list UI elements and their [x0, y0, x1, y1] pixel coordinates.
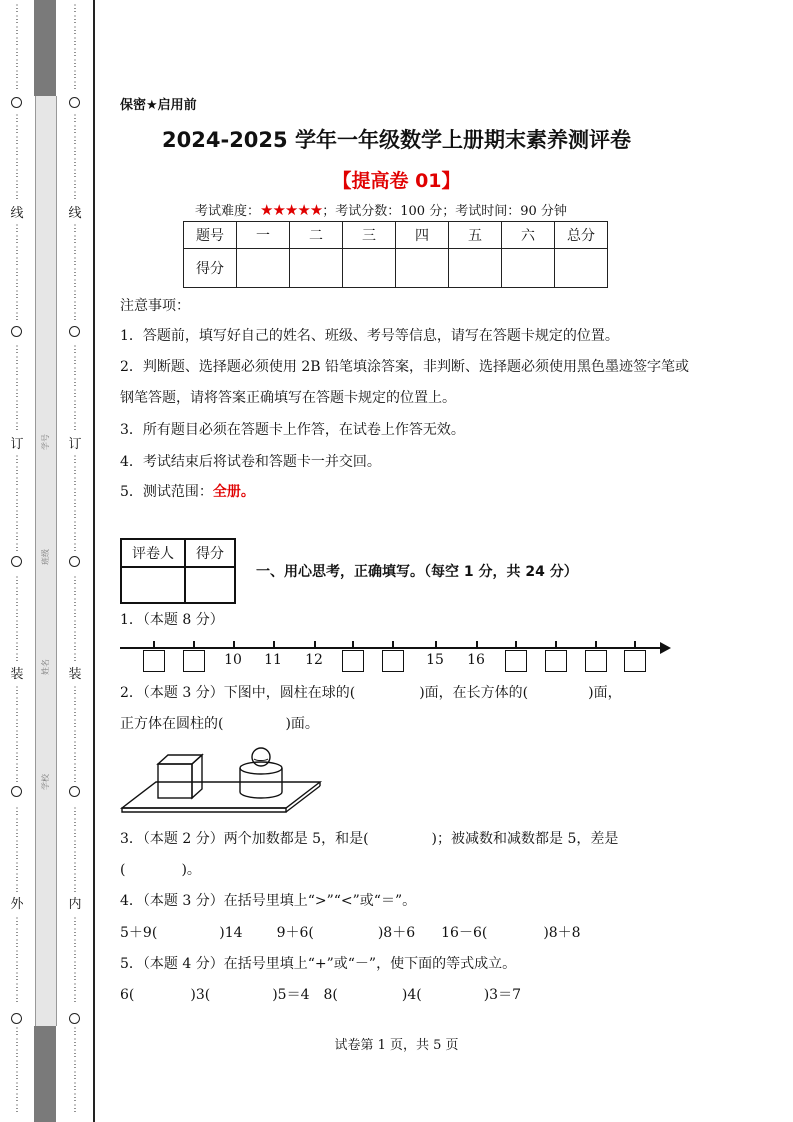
seal-dot: ⋮ — [12, 730, 22, 740]
seal-dot: ⋮ — [12, 1071, 22, 1081]
seal-dot: ⋮ — [70, 653, 80, 663]
difficulty-label: 考试难度： — [195, 204, 261, 219]
seal-dot: ⋮ — [70, 455, 80, 465]
paper-subtitle: 【提高卷 01】 — [332, 170, 461, 192]
page-footer: 试卷第 1 页，共 5 页 — [334, 1038, 459, 1053]
seal-dot: ⋮ — [12, 510, 22, 520]
seal-dot: ⋮ — [70, 279, 80, 289]
score-time-info: ；考试分数：100 分；考试时间：90 分钟 — [322, 204, 567, 219]
seal-dot: ⋮ — [12, 499, 22, 509]
number-line-label: 11 — [264, 652, 282, 668]
seal-dot: ⋮ — [12, 807, 22, 817]
seal-dot: ⋮ — [70, 708, 80, 718]
number-line-tick — [273, 641, 275, 648]
inner-seal-char: 订 — [68, 437, 82, 452]
question-3-line2 — [120, 860, 201, 880]
seal-dot: ⋮ — [12, 829, 22, 839]
seal-dot: ⋮ — [70, 686, 80, 696]
seal-dot: ⋮ — [70, 840, 80, 850]
seal-dot: ⋮ — [12, 763, 22, 773]
seal-dot: ⋮ — [12, 708, 22, 718]
score-cell[interactable] — [555, 249, 608, 288]
seal-dot: ⋮ — [70, 4, 80, 14]
seal-dot: ⋮ — [12, 378, 22, 388]
seal-dot: ⋮ — [70, 807, 80, 817]
seal-dot: ⋮ — [12, 356, 22, 366]
binding-faint-text: 姓名 — [41, 659, 50, 675]
seal-dot: ⋮ — [70, 246, 80, 256]
seal-dot: ⋮ — [70, 257, 80, 267]
cube-side — [192, 755, 202, 798]
note-item: 3．所有题目必须在答题卡上作答，在试卷上作答无效。 — [120, 422, 465, 438]
seal-dot: ⋮ — [12, 477, 22, 487]
seal-dot: ⋮ — [12, 697, 22, 707]
question-2-line2 — [120, 714, 319, 734]
number-line-tick — [595, 641, 597, 648]
question-3-text: 3．（本题 2 分）两个加数都是 5，和是( — [120, 831, 369, 847]
seal-dot: ⋮ — [70, 48, 80, 58]
answer-box[interactable] — [342, 650, 364, 672]
seal-dot: ⋮ — [12, 642, 22, 652]
note-range-value: 全册。 — [212, 484, 255, 500]
seal-dot: ⋮ — [12, 158, 22, 168]
question-2-text: 2．（本题 3 分）下图中，圆柱在球的( — [120, 685, 356, 701]
expression-text: 9＋6( — [276, 925, 314, 941]
board-top — [122, 782, 320, 808]
question-1-label: 1．（本题 8 分） — [120, 612, 224, 628]
outer-seal-char: 订 — [10, 437, 24, 452]
seal-dot: ⋮ — [70, 598, 80, 608]
expression-text: )8＋8 — [543, 925, 581, 941]
seal-dot: ⋮ — [70, 829, 80, 839]
seal-dot: ⋮ — [70, 169, 80, 179]
score-cell: 四 — [396, 222, 449, 249]
seal-dot: ⋮ — [12, 653, 22, 663]
seal-dot: ⋮ — [70, 367, 80, 377]
seal-dot: ⋮ — [70, 730, 80, 740]
seal-dot: ⋮ — [70, 818, 80, 828]
expression-text: 6( — [120, 987, 135, 1003]
expression-text: )14 — [219, 925, 243, 941]
number-line-tick — [515, 641, 517, 648]
seal-circle-icon — [69, 786, 80, 797]
seal-dot: ⋮ — [70, 81, 80, 91]
score-cell: 一 — [237, 222, 290, 249]
seal-dot: ⋮ — [70, 576, 80, 586]
seal-dot: ⋮ — [12, 235, 22, 245]
seal-circle-icon — [69, 1013, 80, 1024]
seal-dot: ⋮ — [70, 697, 80, 707]
seal-dot: ⋮ — [70, 378, 80, 388]
seal-dot: ⋮ — [70, 609, 80, 619]
seal-dot: ⋮ — [70, 532, 80, 542]
seal-dot: ⋮ — [12, 422, 22, 432]
seal-dot: ⋮ — [70, 70, 80, 80]
seal-circle-icon — [69, 97, 80, 108]
seal-dot: ⋮ — [70, 521, 80, 531]
seal-dot: ⋮ — [70, 994, 80, 1004]
grader-reviewer-cell[interactable] — [121, 567, 185, 603]
note-item: 2．判断题、选择题必须使用 2B 铅笔填涂答案，非判断、选择题必须使用黑色墨迹签字笔或 — [120, 359, 690, 375]
score-table — [183, 221, 608, 288]
cylinder-bottom — [240, 792, 282, 798]
seal-dot: ⋮ — [70, 862, 80, 872]
number-line-label: 15 — [426, 652, 444, 668]
expression-text: )5＝4 — [272, 987, 310, 1003]
seal-dot: ⋮ — [70, 1104, 80, 1114]
seal-dot: ⋮ — [70, 389, 80, 399]
seal-circle-icon — [11, 97, 22, 108]
seal-dot: ⋮ — [12, 389, 22, 399]
seal-dot: ⋮ — [12, 587, 22, 597]
seal-dot: ⋮ — [70, 642, 80, 652]
seal-dot: ⋮ — [12, 1093, 22, 1103]
expression-text: 8( — [323, 987, 338, 1003]
seal-dot: ⋮ — [12, 1027, 22, 1037]
seal-dot: ⋮ — [12, 873, 22, 883]
note-item: 1．答题前，填写好自己的姓名、班级、考号等信息，请写在答题卡规定的位置。 — [120, 328, 619, 344]
seal-dot: ⋮ — [12, 224, 22, 234]
seal-dot: ⋮ — [70, 774, 80, 784]
seal-dot: ⋮ — [12, 928, 22, 938]
seal-dot: ⋮ — [70, 763, 80, 773]
number-line-tick — [233, 641, 235, 648]
seal-dot: ⋮ — [12, 686, 22, 696]
number-line-label: 12 — [305, 652, 323, 668]
seal-dot: ⋮ — [12, 26, 22, 36]
seal-dot: ⋮ — [12, 950, 22, 960]
question-5-label: 5．（本题 4 分）在括号里填上“+”或“－”，使下面的等式成立。 — [120, 956, 517, 972]
expression-text: )4( — [401, 987, 422, 1003]
seal-dot: ⋮ — [12, 114, 22, 124]
note-item — [120, 482, 255, 502]
seal-dot: ⋮ — [70, 345, 80, 355]
seal-dot: ⋮ — [12, 191, 22, 201]
seal-dot: ⋮ — [70, 939, 80, 949]
grader-table — [120, 538, 236, 604]
seal-dot: ⋮ — [12, 884, 22, 894]
seal-dot: ⋮ — [12, 631, 22, 641]
seal-dot: ⋮ — [12, 840, 22, 850]
seal-dot: ⋮ — [12, 81, 22, 91]
seal-dot: ⋮ — [12, 301, 22, 311]
score-cell[interactable] — [290, 249, 343, 288]
seal-dot: ⋮ — [12, 961, 22, 971]
outer-seal-char: 线 — [10, 206, 24, 221]
question-5-expressions — [120, 985, 521, 1005]
seal-dot: ⋮ — [70, 114, 80, 124]
note-item: 钢笔答题，请将答案正确填写在答题卡规定的位置上。 — [120, 390, 456, 406]
question-4-expressions — [120, 923, 581, 943]
seal-dot: ⋮ — [70, 983, 80, 993]
seal-dot: ⋮ — [12, 917, 22, 927]
expression-text: )3＝7 — [483, 987, 521, 1003]
seal-dot: ⋮ — [12, 609, 22, 619]
answer-box[interactable] — [624, 650, 646, 672]
seal-dot: ⋮ — [70, 301, 80, 311]
number-line-label: 10 — [224, 652, 242, 668]
seal-dot: ⋮ — [70, 158, 80, 168]
cube-top — [158, 755, 202, 764]
score-cell: 题号 — [184, 222, 237, 249]
board-front — [122, 808, 286, 812]
grader-score-label: 得分 — [185, 539, 235, 567]
seal-dot: ⋮ — [12, 972, 22, 982]
seal-dot: ⋮ — [70, 631, 80, 641]
seal-dot: ⋮ — [70, 26, 80, 36]
inner-seal-char: 线 — [68, 206, 82, 221]
seal-circle-icon — [11, 1013, 22, 1024]
note-item: 4．考试结束后将试卷和答题卡一并交回。 — [120, 454, 381, 470]
seal-dot: ⋮ — [70, 466, 80, 476]
seal-dot: ⋮ — [70, 147, 80, 157]
answer-box[interactable] — [585, 650, 607, 672]
seal-dot: ⋮ — [12, 367, 22, 377]
seal-dot: ⋮ — [70, 422, 80, 432]
question-2-text: )面， — [588, 685, 622, 701]
expression-text: )3( — [190, 987, 211, 1003]
score-cell: 总分 — [555, 222, 608, 249]
seal-dot: ⋮ — [12, 59, 22, 69]
expression-text: 16－6( — [441, 925, 488, 941]
seal-dot: ⋮ — [70, 1093, 80, 1103]
cylinder-top — [240, 762, 282, 774]
question-3-line1 — [120, 829, 618, 849]
seal-dot: ⋮ — [12, 70, 22, 80]
seal-dot: ⋮ — [70, 37, 80, 47]
answer-box[interactable] — [545, 650, 567, 672]
seal-dot: ⋮ — [12, 1082, 22, 1092]
seal-dot: ⋮ — [12, 752, 22, 762]
seal-dot: ⋮ — [12, 543, 22, 553]
outer-seal-char: 外 — [10, 897, 24, 912]
seal-dot: ⋮ — [70, 884, 80, 894]
seal-dot: ⋮ — [70, 587, 80, 597]
score-cell[interactable] — [449, 249, 502, 288]
seal-dot: ⋮ — [70, 851, 80, 861]
seal-dot: ⋮ — [70, 356, 80, 366]
score-table-header-row — [184, 222, 608, 249]
cube-front — [158, 764, 192, 798]
question-2-line1 — [120, 683, 622, 703]
seal-dot: ⋮ — [12, 719, 22, 729]
seal-dot: ⋮ — [12, 136, 22, 146]
seal-dot: ⋮ — [70, 411, 80, 421]
seal-dot: ⋮ — [12, 521, 22, 531]
question-3-text: )；被减数和减数都是 5，差是 — [431, 831, 619, 847]
score-cell: 六 — [502, 222, 555, 249]
seal-dot: ⋮ — [12, 576, 22, 586]
seal-dot: ⋮ — [70, 1027, 80, 1037]
binding-shade-top — [34, 0, 56, 96]
question-3-text: )。 — [181, 862, 201, 878]
score-cell: 二 — [290, 222, 343, 249]
seal-dot: ⋮ — [70, 1060, 80, 1070]
seal-dot: ⋮ — [70, 235, 80, 245]
seal-dot: ⋮ — [70, 477, 80, 487]
seal-dot: ⋮ — [70, 125, 80, 135]
page-title: 2024-2025 学年一年级数学上册期末素养测评卷 — [162, 128, 631, 152]
seal-dot: ⋮ — [70, 136, 80, 146]
question-2-text: )面，在长方体的( — [419, 685, 529, 701]
seal-dot: ⋮ — [12, 455, 22, 465]
grader-score-cell[interactable] — [185, 567, 235, 603]
seal-dot: ⋮ — [70, 400, 80, 410]
expression-text: 5＋9( — [120, 925, 158, 941]
seal-dot: ⋮ — [70, 59, 80, 69]
seal-dot: ⋮ — [12, 37, 22, 47]
score-cell[interactable] — [343, 249, 396, 288]
seal-dot: ⋮ — [12, 620, 22, 630]
seal-dot: ⋮ — [12, 400, 22, 410]
expression-text: )8＋6 — [377, 925, 416, 941]
binding-faint-text: 学号 — [41, 434, 50, 450]
score-cell[interactable] — [502, 249, 555, 288]
number-line-tick — [392, 641, 394, 648]
arrow-right-icon — [660, 642, 671, 654]
seal-dot: ⋮ — [70, 873, 80, 883]
difficulty-stars-icon: ★★★★★ — [260, 201, 323, 219]
seal-dot: ⋮ — [70, 917, 80, 927]
seal-dot: ⋮ — [70, 180, 80, 190]
number-line-tick — [314, 641, 316, 648]
seal-dot: ⋮ — [70, 950, 80, 960]
number-line-tick — [193, 641, 195, 648]
question-4-label: 4．（本题 3 分）在括号里填上“>”“<”或“＝”。 — [120, 893, 417, 909]
seal-dot: ⋮ — [70, 1049, 80, 1059]
seal-dot: ⋮ — [12, 4, 22, 14]
outer-seal-char: 装 — [10, 667, 24, 682]
seal-dot: ⋮ — [12, 125, 22, 135]
binding-faint-text: 班级 — [41, 549, 50, 565]
score-cell[interactable] — [396, 249, 449, 288]
confidential-mark: 保密★启用前 — [120, 98, 197, 113]
seal-dot: ⋮ — [70, 1038, 80, 1048]
seal-circle-icon — [11, 556, 22, 567]
section-title: 一、用心思考，正确填写。（每空 1 分，共 24 分） — [256, 564, 578, 580]
seal-dot: ⋮ — [12, 862, 22, 872]
seal-dot: ⋮ — [12, 257, 22, 267]
score-cell[interactable] — [237, 249, 290, 288]
score-cell: 三 — [343, 222, 396, 249]
seal-dot: ⋮ — [12, 169, 22, 179]
seal-dot: ⋮ — [12, 774, 22, 784]
seal-circle-icon — [69, 326, 80, 337]
question-2-text: )面。 — [285, 716, 319, 732]
inner-seal-char: 装 — [68, 667, 82, 682]
seal-dot: ⋮ — [12, 15, 22, 25]
seal-dot: ⋮ — [70, 510, 80, 520]
note-range-label: 5．测试范围： — [120, 484, 213, 500]
seal-dot: ⋮ — [70, 488, 80, 498]
seal-dot: ⋮ — [70, 752, 80, 762]
question-3-text: ( — [120, 862, 126, 878]
number-line-tick — [153, 641, 155, 648]
seal-dot: ⋮ — [12, 851, 22, 861]
notes-heading: 注意事项： — [120, 298, 190, 314]
seal-dot: ⋮ — [12, 279, 22, 289]
seal-dot: ⋮ — [12, 1049, 22, 1059]
seal-dot: ⋮ — [12, 488, 22, 498]
seal-dot: ⋮ — [70, 719, 80, 729]
seal-dot: ⋮ — [70, 1082, 80, 1092]
number-line-tick — [435, 641, 437, 648]
grader-reviewer-label: 评卷人 — [121, 539, 185, 567]
seal-dot: ⋮ — [70, 191, 80, 201]
seal-dot: ⋮ — [12, 1104, 22, 1114]
answer-box[interactable] — [505, 650, 527, 672]
inner-seal-char: 内 — [68, 897, 82, 912]
answer-box[interactable] — [183, 650, 205, 672]
seal-dot: ⋮ — [12, 268, 22, 278]
seal-dot: ⋮ — [12, 1038, 22, 1048]
seal-circle-icon — [69, 556, 80, 567]
seal-dot: ⋮ — [70, 15, 80, 25]
answer-box[interactable] — [143, 650, 165, 672]
seal-dot: ⋮ — [12, 1060, 22, 1070]
seal-dot: ⋮ — [70, 620, 80, 630]
seal-dot: ⋮ — [12, 983, 22, 993]
seal-dot: ⋮ — [70, 1071, 80, 1081]
seal-dot: ⋮ — [70, 224, 80, 234]
seal-dot: ⋮ — [12, 939, 22, 949]
seal-dot: ⋮ — [12, 290, 22, 300]
number-line-label: 16 — [467, 652, 485, 668]
number-line-tick — [352, 641, 354, 648]
score-cell: 得分 — [184, 249, 237, 288]
seal-dot: ⋮ — [12, 598, 22, 608]
seal-dot: ⋮ — [12, 246, 22, 256]
seal-dot: ⋮ — [12, 741, 22, 751]
seal-dot: ⋮ — [12, 180, 22, 190]
solids-figure — [118, 740, 324, 814]
seal-dot: ⋮ — [12, 466, 22, 476]
seal-dot: ⋮ — [70, 312, 80, 322]
seal-dot: ⋮ — [70, 499, 80, 509]
ball — [252, 748, 270, 766]
seal-dot: ⋮ — [70, 928, 80, 938]
seal-dot: ⋮ — [70, 268, 80, 278]
seal-dot: ⋮ — [12, 48, 22, 58]
score-table-score-row — [184, 249, 608, 288]
seal-dot: ⋮ — [70, 290, 80, 300]
binding-faint-text: 学校 — [41, 774, 50, 790]
score-cell: 五 — [449, 222, 502, 249]
seal-dot: ⋮ — [12, 818, 22, 828]
seal-circle-icon — [11, 326, 22, 337]
seal-dot: ⋮ — [70, 972, 80, 982]
seal-dot: ⋮ — [70, 543, 80, 553]
number-line-tick — [634, 641, 636, 648]
exam-info — [195, 200, 567, 222]
number-line-tick — [555, 641, 557, 648]
question-2-text: 正方体在圆柱的( — [120, 716, 224, 732]
seal-circle-icon — [11, 786, 22, 797]
seal-dot: ⋮ — [12, 345, 22, 355]
seal-dot: ⋮ — [12, 994, 22, 1004]
seal-dot: ⋮ — [12, 147, 22, 157]
number-line-tick — [476, 641, 478, 648]
seal-dot: ⋮ — [12, 312, 22, 322]
seal-dot: ⋮ — [70, 741, 80, 751]
seal-dot: ⋮ — [70, 961, 80, 971]
answer-box[interactable] — [382, 650, 404, 672]
seal-dot: ⋮ — [12, 411, 22, 421]
seal-dot: ⋮ — [12, 532, 22, 542]
